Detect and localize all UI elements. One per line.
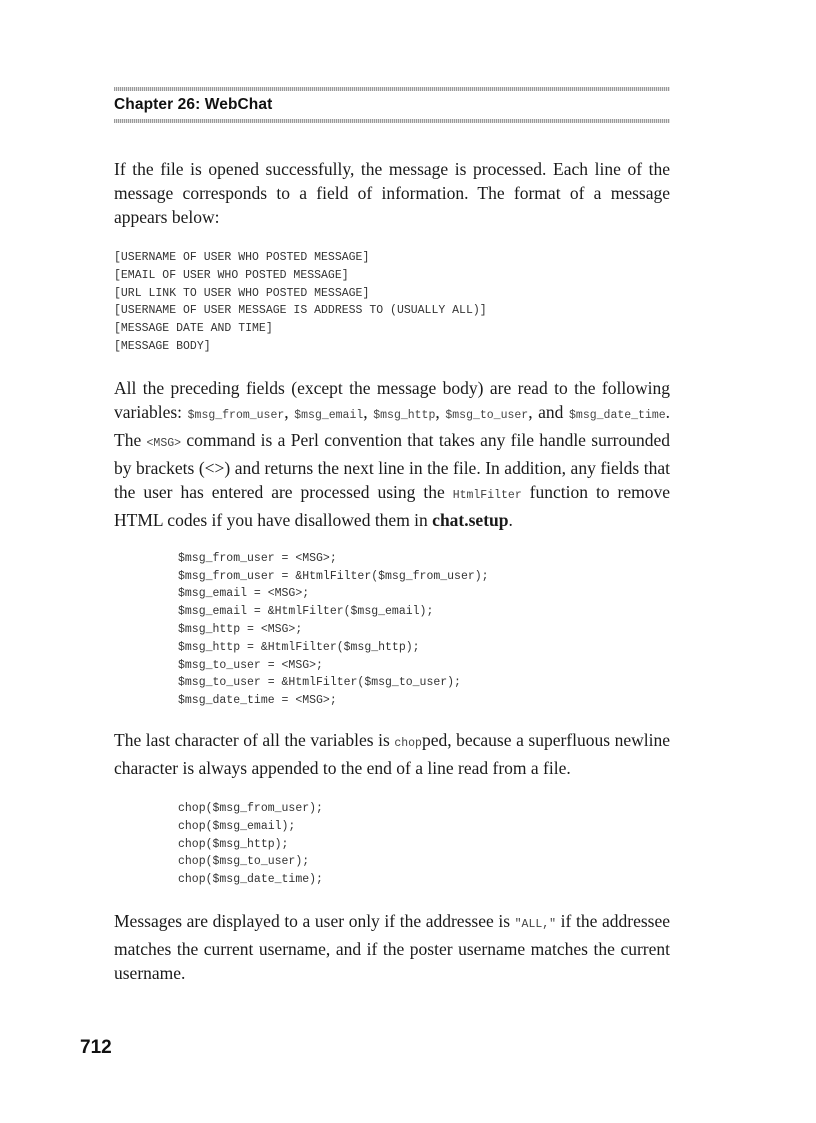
code-block-chop xyxy=(114,800,670,889)
code-line: $msg_http = <MSG>; xyxy=(178,622,303,636)
paragraph-variables xyxy=(114,376,670,532)
text-run: , and xyxy=(528,401,570,422)
code-line: chop($msg_date_time); xyxy=(178,873,323,887)
text-run: if the addressee matches the current username, and if the poster username matches the current username. xyxy=(114,910,670,983)
page-content xyxy=(114,157,670,985)
code-line: $msg_from_user = <MSG>; xyxy=(178,551,337,565)
text-run: . xyxy=(508,509,513,530)
code-line: [MESSAGE DATE AND TIME] xyxy=(114,322,273,336)
code-line: [USERNAME OF USER WHO POSTED MESSAGE] xyxy=(114,251,370,264)
code-line: chop($msg_email); xyxy=(178,819,296,833)
code-line: $msg_http = &HtmlFilter($msg_http); xyxy=(178,640,420,654)
code-line: $msg_date_time = <MSG>; xyxy=(178,694,337,708)
inline-code: $msg_http xyxy=(373,408,436,422)
text-run: . The xyxy=(114,401,671,450)
paragraph-display-rules xyxy=(114,909,670,985)
inline-code: $msg_email xyxy=(294,408,364,422)
inline-code: $msg_date_time xyxy=(569,408,666,422)
text-run: Messages are displayed to a user only if the addressee is xyxy=(114,910,515,931)
bold-filename: chat.setup xyxy=(432,509,509,530)
code-line: $msg_to_user = <MSG>; xyxy=(178,658,323,672)
text-run: function to remove HTML codes if you have disallowed them in xyxy=(114,481,671,530)
code-line: $msg_email = &HtmlFilter($msg_email); xyxy=(178,605,434,619)
header-rule-top xyxy=(114,87,670,91)
inline-code: "ALL," xyxy=(514,917,557,931)
page-number: 712 xyxy=(80,1037,112,1058)
inline-code: HtmlFilter xyxy=(452,488,522,502)
code-line: $msg_to_user = &HtmlFilter($msg_to_user); xyxy=(178,676,461,690)
code-line: [USERNAME OF USER MESSAGE IS ADDRESS TO (USUALLY ALL)] xyxy=(114,304,487,318)
text-run: ped, because a superfluous newline character is always appended to the end of a line read from a file. xyxy=(114,729,670,778)
code-block-message-format xyxy=(114,249,670,356)
text-run: All the preceding fields (except the message body) are read to the following variables: xyxy=(114,377,670,422)
text-run: , xyxy=(435,401,446,422)
chapter-title: Chapter 26: WebChat xyxy=(114,96,273,113)
paragraph-message-processing: If the file is opened successfully, the message is processed. Each line of the message corresponds to a field of information. The format of a message appears below: xyxy=(114,159,670,227)
inline-code: <MSG> xyxy=(146,436,182,450)
text-run: The last character of all the variables is xyxy=(114,729,395,750)
inline-code: $msg_from_user xyxy=(187,408,285,422)
code-line: $msg_email = <MSG>; xyxy=(178,587,310,601)
text-run: , xyxy=(363,401,374,422)
code-line: [EMAIL OF USER WHO POSTED MESSAGE] xyxy=(114,268,349,282)
code-line: [URL LINK TO USER WHO POSTED MESSAGE] xyxy=(114,286,370,300)
code-line: chop($msg_from_user); xyxy=(178,801,323,815)
code-line: chop($msg_http); xyxy=(178,837,289,851)
code-line: $msg_from_user = &HtmlFilter($msg_from_user); xyxy=(178,569,489,583)
code-block-read-fields xyxy=(114,550,670,710)
paragraph-chop xyxy=(114,728,670,780)
text-run: , xyxy=(284,401,295,422)
code-line: [MESSAGE BODY] xyxy=(114,339,211,353)
code-line: chop($msg_to_user); xyxy=(178,855,310,869)
header-rule-bottom xyxy=(114,119,670,123)
inline-code: chop xyxy=(394,736,422,750)
inline-code: $msg_to_user xyxy=(445,408,529,422)
text-run: command is a Perl convention that takes any file handle surrounded by brackets (<>) and returns the next line in the file. In addition, any fields that the user has entered are processed using the xyxy=(114,429,670,502)
